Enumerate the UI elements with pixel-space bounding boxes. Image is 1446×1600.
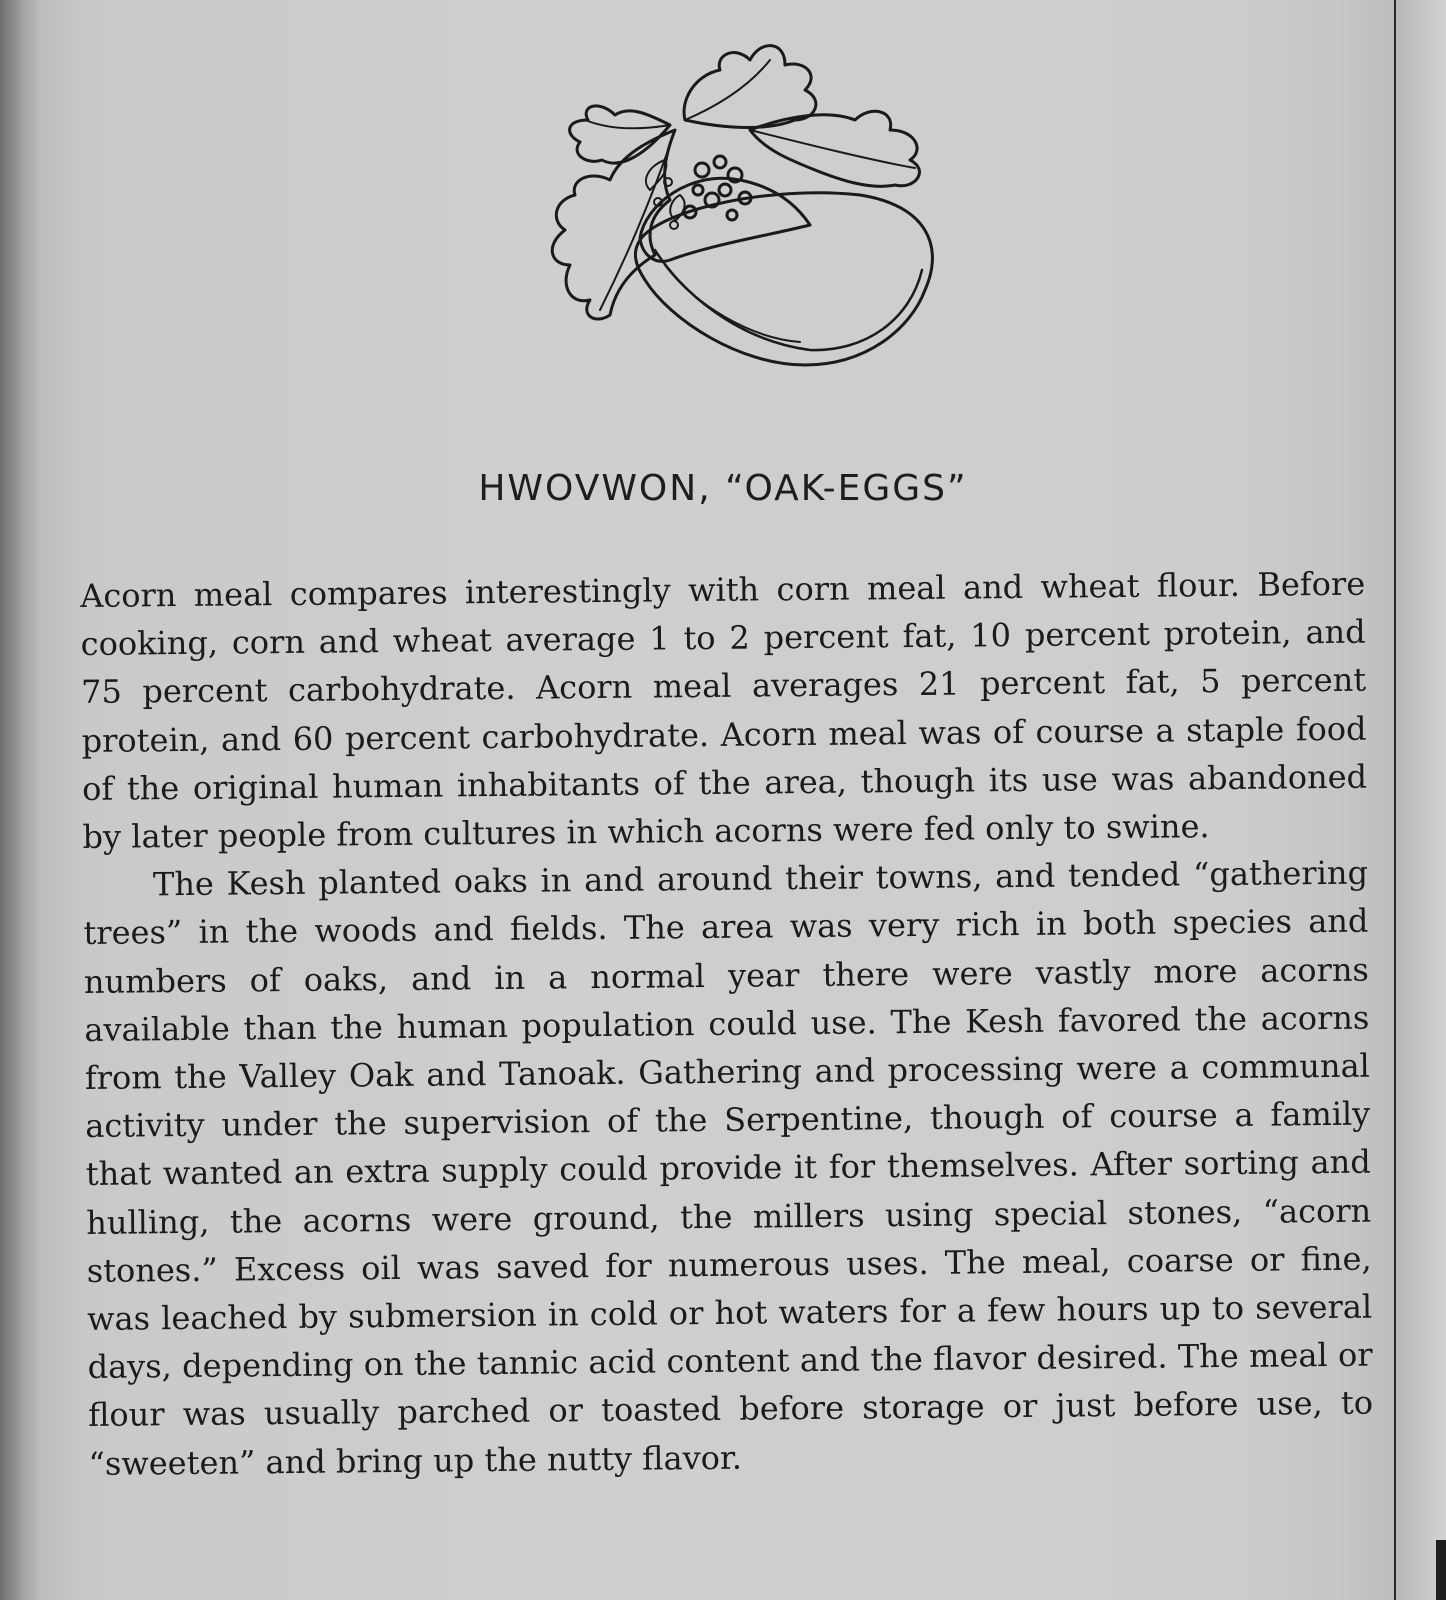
oak-leaf-right <box>750 111 919 186</box>
body-text <box>80 560 1374 1488</box>
page-title: HWOVWON, “OAK-EGGS” <box>478 468 968 509</box>
paragraph-kesh-oak-gathering: The Kesh planted oaks in and around their towns, and tended “gathering trees” in the woods and fields. The area was very rich in both species and numbers of oaks, and in a normal year there were vastly more acorns available than the human population could use. The Kesh favored the acorns from the Valley Oak and Tanoak. Gathering and processing were a communal activity under the supervision of the Serpentine, though of course a family that wanted an extra supply could provide it for themselves. After sorting and hulling, the acorns were ground, the millers using special stones, “acorn stones.” Excess oil was saved for numerous uses. The meal, coarse or fine, was leached by submersion in cold or hot waters for a few hours up to several days, depending on the tannic acid content and the flavor desired. The meal or flour was usually parched or toasted before storage or just before use, to “sweeten” and bring up the nutty flavor. <box>83 853 1374 1483</box>
acorn-illustration <box>470 20 970 380</box>
paragraph-acorn-meal-nutrition: Acorn meal compares interestingly with corn meal and wheat flour. Before cooking, corn and wheat average 1 to 2 percent fat, 10 percent protein, and 75 percent carbohydrate. Acorn meal averages 21 percent fat, 5 percent protein, and 60 percent carbohydrate. Acorn meal was of course a staple food of the original human inhabitants of the area, though its use was abandoned by later people from cultures in which acorns were fed only to swine. <box>80 564 1368 857</box>
book-gutter-shadow <box>0 0 40 1600</box>
oak-leaf-top <box>684 46 816 128</box>
adjacent-page <box>1396 0 1446 1600</box>
oak-leaf-top-left <box>570 106 670 163</box>
adjacent-page-mark <box>1436 1540 1446 1600</box>
acorn-nut-inner-line <box>655 250 922 350</box>
